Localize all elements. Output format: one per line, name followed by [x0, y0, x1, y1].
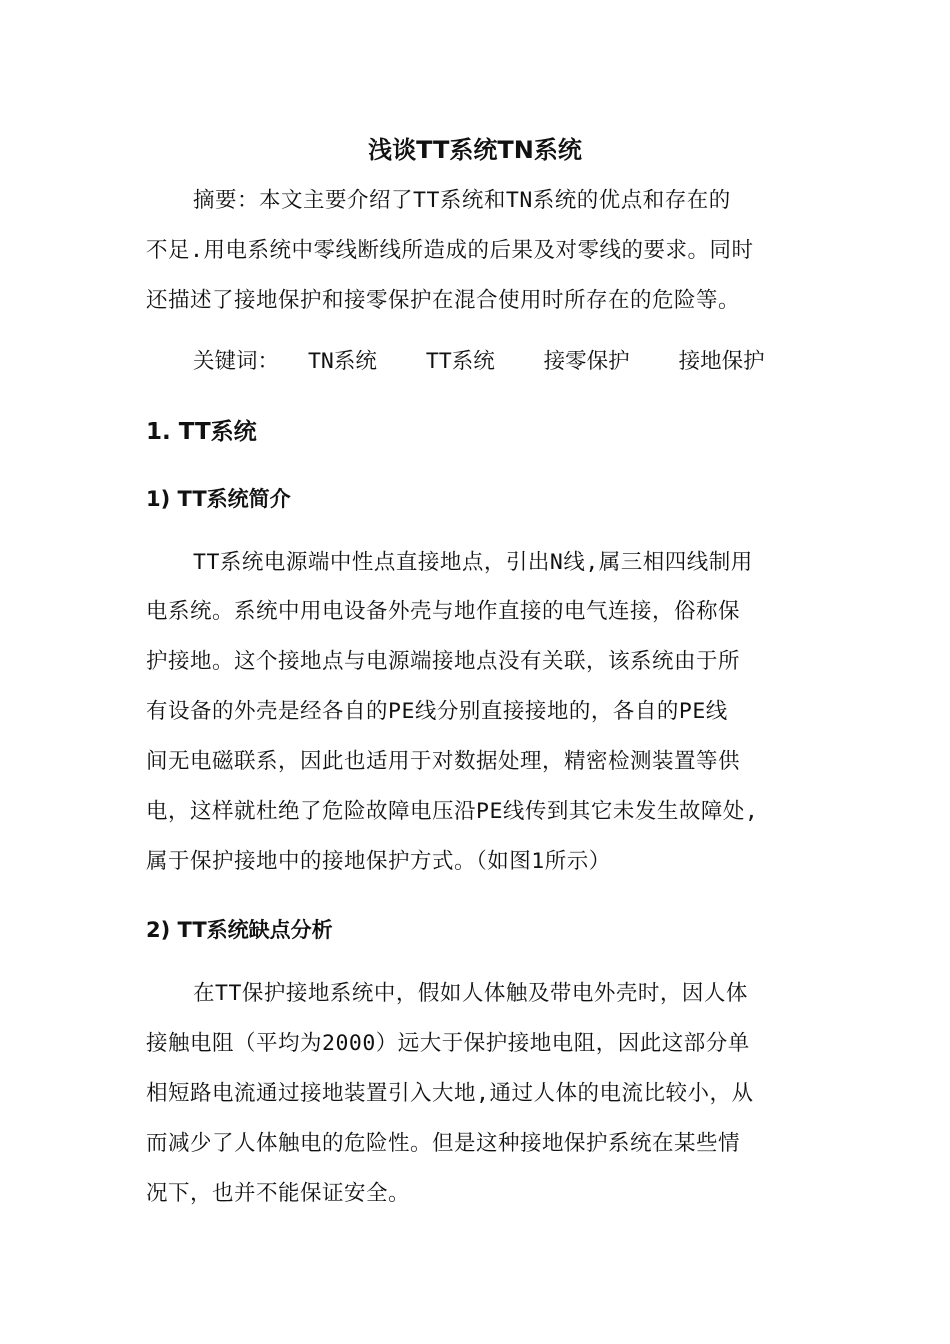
keyword-item: TT系统: [425, 349, 495, 374]
paragraph-line: TT系统电源端中性点直接地点，引出N线,属三相四线制用: [193, 550, 753, 575]
keyword-item: 接零保护: [543, 349, 630, 374]
abstract-line: 还描述了接地保护和接零保护在混合使用时所存在的危险等。: [146, 288, 741, 313]
paragraph-line: 在TT保护接地系统中，假如人体触及带电外壳时，因人体: [193, 981, 748, 1006]
keyword-item: TN系统: [307, 349, 377, 374]
keyword-item: 接地保护: [678, 349, 765, 374]
subsection-heading: 2) TT系统缺点分析: [146, 918, 333, 942]
paragraph-line: 电，这样就杜绝了危险故障电压沿PE线传到其它未发生故障处,: [146, 799, 759, 824]
document-title: 浅谈TT系统TN系统: [368, 136, 582, 164]
paragraph-line: 相短路电流通过接地装置引入大地,通过人体的电流比较小，从: [146, 1081, 754, 1106]
paragraph-line: 护接地。这个接地点与电源端接地点没有关联，该系统由于所: [146, 649, 741, 674]
paragraph-line: 接触电阻（平均为2000）远大于保护接地电阻，因此这部分单: [146, 1031, 750, 1056]
paragraph-line: 有设备的外壳是经各自的PE线分别直接接地的，各自的PE线: [146, 699, 728, 724]
keywords-row: [193, 348, 801, 376]
paragraph-line: 电系统。系统中用电设备外壳与地作直接的电气连接，俗称保: [146, 599, 741, 624]
section-heading: 1. TT系统: [146, 419, 257, 445]
paragraph-line: 而减少了人体触电的危险性。但是这种接地保护系统在某些情: [146, 1131, 741, 1156]
paragraph-line: 况下，也并不能保证安全。: [146, 1181, 411, 1206]
paragraph-line: 间无电磁联系，因此也适用于对数据处理，精密检测装置等供: [146, 749, 741, 774]
subsection-heading: 1) TT系统简介: [146, 487, 291, 511]
abstract-line: 摘要：本文主要介绍了TT系统和TN系统的优点和存在的: [193, 188, 731, 213]
paragraph-line: 属于保护接地中的接地保护方式。（如图1所示）: [146, 849, 611, 874]
keywords-label: 关键词：: [193, 349, 280, 374]
abstract-line: 不足.用电系统中零线断线所造成的后果及对零线的要求。同时: [146, 238, 754, 263]
